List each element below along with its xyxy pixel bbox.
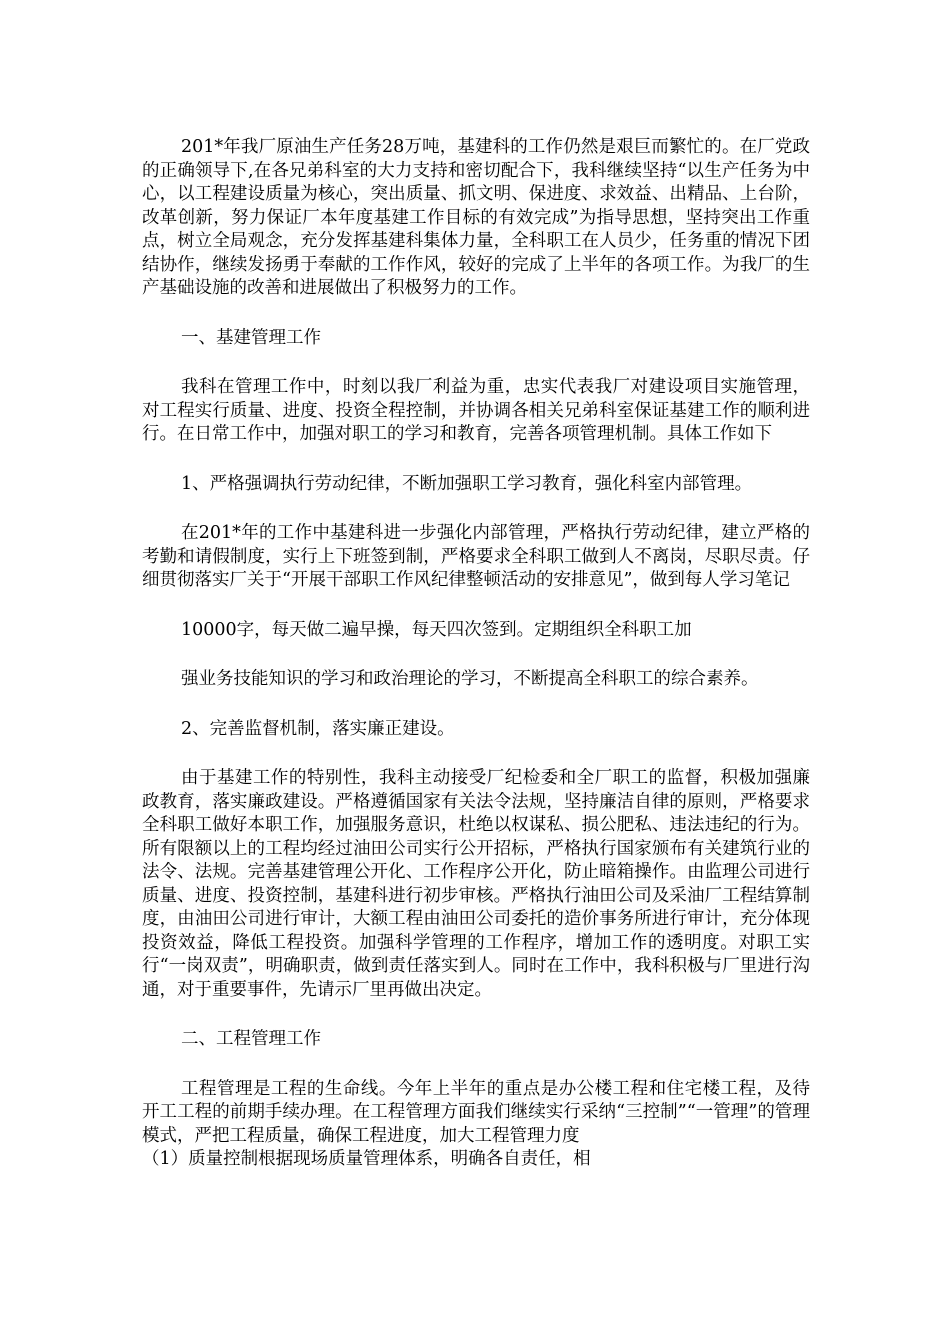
infrastructure-paragraph: 我科在管理工作中，时刻以我厂利益为重，忠实代表我厂对建设项目实施管理，对工程实行质量、进度、投资全程控制，并协调各相关兄弟科室保证基建工作的顺利进行。在日常工作中，加强对职工的学习和教育，完善各项管理机制。具体工作如下	[142, 377, 810, 444]
study-notes-line: 10000字，每天做二遍早操，每天四次签到。定期组织全科职工加	[181, 619, 692, 640]
intro-paragraph: 201*年我厂原油生产任务28万吨，基建科的工作仍然是艰巨而繁忙的。在厂党政的正确领导下,在各兄弟科室的大力支持和密切配合下，我科继续坚持“以生产任务为中心，以工程建设质量为核心，突出质量、抓文明、保进度、求效益、出精品、上台阶，改革创新，努力保证厂本年度基建工作目标的有效完成”为指导思想，坚持突出工作重点，树立全局观念，充分发挥基建科集体力量，全科职工在人员少，任务重的情况下团结协作，继续发扬勇于奉献的工作作风，较好的完成了上半年的各项工作。为我厂的生产基础设施的改善和进展做出了积极努力的工作。	[142, 137, 810, 298]
labor-discipline-paragraph: 在201*年的工作中基建科进一步强化内部管理，严格执行劳动纪律，建立严格的考勤和请假制度，实行上下班签到制，严格要求全科职工做到人不离岗，尽职尽责。仔细贯彻落实厂关于“开展干部职工作风纪律整顿活动的安排意见”，做到每人学习笔记	[142, 523, 810, 590]
subheading-labor-discipline: 1、严格强调执行劳动纪律，不断加强职工学习教育，强化科室内部管理。	[181, 473, 753, 494]
supervision-paragraph: 由于基建工作的特别性，我科主动接受厂纪检委和全厂职工的监督，积极加强廉政教育，落实廉政建设。严格遵循国家有关法令法规，坚持廉洁自律的原则，严格要求全科职工做好本职工作，加强服务意识，杜绝以权谋私、损公肥私、违法违纪的行为。所有限额以上的工程均经过油田公司实行公开招标，严格执行国家颁布有关建筑行业的法令、法规。完善基建管理公开化、工作程序公开化，防止暗箱操作。由监理公司进行质量、进度、投资控制，基建科进行初步审核。严格执行油田公司及采油厂工程结算制度，由油田公司进行审计，大额工程由油田公司委托的造价事务所进行审计，充分体现投资效益，降低工程投资。加强科学管理的工作程序，增加工作的透明度。对职工实行“一岗双责”，明确职责，做到责任落实到人。同时在工作中，我科积极与厂里进行沟通，对于重要事件，先请示厂里再做出决定。	[142, 768, 810, 1000]
document-page	[142, 136, 810, 1172]
quality-control-line: （1）质量控制根据现场质量管理体系，明确各自责任，相	[142, 1149, 591, 1169]
engineering-paragraph: 工程管理是工程的生命线。今年上半年的重点是办公楼工程和住宅楼工程，及待开工工程的前期手续办理。在工程管理方面我们继续实行采纳“三控制”“一管理”的管理模式，严把工程质量，确保工程进度，加大工程管理力度	[142, 1078, 810, 1146]
section-heading-infrastructure: 一、基建管理工作	[181, 327, 321, 348]
skills-study-paragraph: 强业务技能知识的学习和政治理论的学习，不断提高全科职工的综合素养。	[181, 669, 759, 689]
subheading-supervision: 2、完善监督机制，落实廉正建设。	[181, 718, 455, 739]
section-heading-engineering: 二、工程管理工作	[181, 1029, 321, 1049]
